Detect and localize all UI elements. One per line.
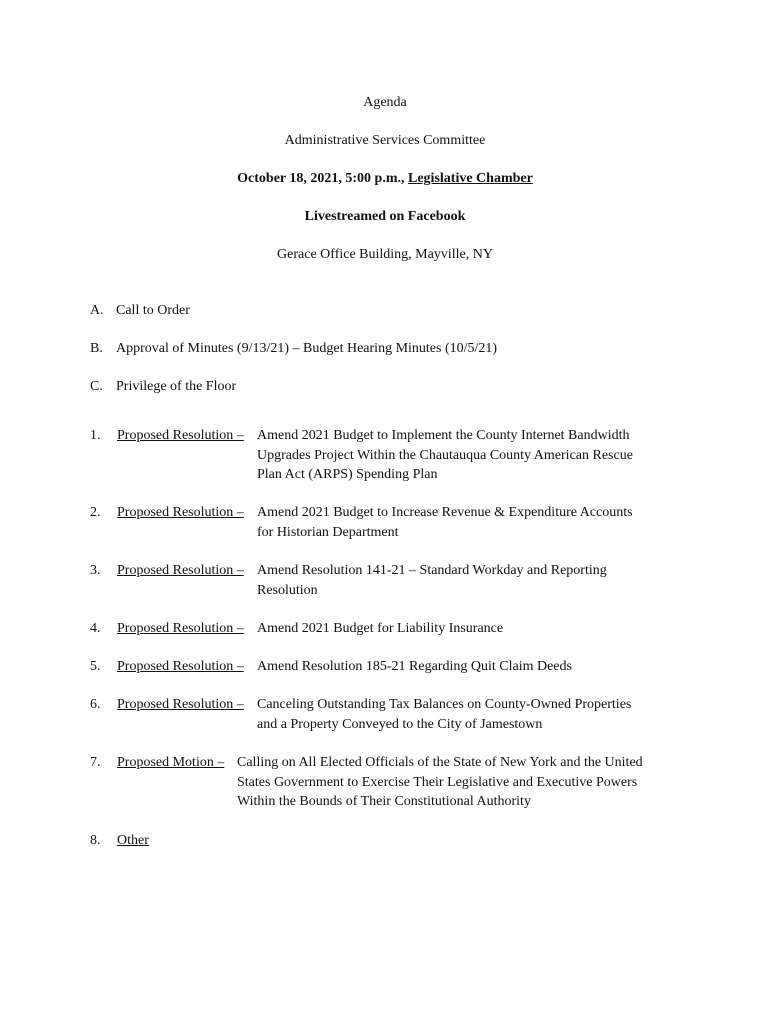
item-description: Amend 2021 Budget to Increase Revenue & Expenditure Accounts for Historian Department — [257, 505, 633, 540]
agenda-item-b — [90, 340, 497, 358]
item-marker: 2. — [90, 505, 101, 520]
item-marker: A. — [90, 303, 104, 318]
item-marker: 1. — [90, 428, 101, 443]
item-marker: 4. — [90, 621, 101, 636]
item-heading: Proposed Motion – — [117, 755, 225, 770]
item-marker: 3. — [90, 563, 101, 578]
meeting-address: Gerace Office Building, Mayville, NY — [277, 247, 493, 262]
meeting-datetime: October 18, 2021, 5:00 p.m., — [237, 171, 405, 186]
item-marker: B. — [90, 341, 103, 356]
item-text: Approval of Minutes (9/13/21) – Budget Hearing Minutes (10/5/21) — [116, 341, 498, 356]
item-description: Amend Resolution 141-21 – Standard Workday and Reporting Resolution — [257, 563, 607, 598]
item-description: Amend 2021 Budget to Implement the County Internet Bandwidth Upgrades Project Within the Chautauqua County American Rescue Plan Act (ARPS) Spending Plan — [257, 428, 633, 482]
item-heading: Proposed Resolution – — [117, 428, 244, 443]
agenda-item-c — [90, 378, 236, 396]
item-description: Calling on All Elected Officials of the State of New York and the United States Government to Exercise Their Legislative and Executive Powers Within the Bounds of Their Constitutional Authority — [237, 755, 643, 809]
item-heading: Proposed Resolution – — [117, 697, 244, 712]
item-heading: Proposed Resolution – — [117, 621, 244, 636]
livestream-note: Livestreamed on Facebook — [304, 209, 466, 224]
meeting-datetime-line — [0, 170, 770, 188]
item-text: Privilege of the Floor — [116, 379, 237, 394]
item-heading: Proposed Resolution – — [117, 505, 244, 520]
item-marker: C. — [90, 379, 103, 394]
item-heading: Other — [117, 833, 149, 848]
item-description: Canceling Outstanding Tax Balances on County-Owned Properties and a Property Conveyed to the City of Jamestown — [257, 697, 632, 732]
meeting-location: Legislative Chamber — [408, 171, 533, 186]
agenda-title: Agenda — [363, 95, 407, 110]
agenda-item-a — [90, 302, 190, 320]
item-heading: Proposed Resolution – — [117, 563, 244, 578]
item-description: Amend 2021 Budget for Liability Insurance — [257, 621, 504, 636]
item-heading: Proposed Resolution – — [117, 659, 244, 674]
item-marker: 6. — [90, 697, 101, 712]
item-marker: 8. — [90, 833, 101, 848]
item-marker: 7. — [90, 755, 101, 770]
committee-name: Administrative Services Committee — [284, 133, 486, 148]
item-description: Amend Resolution 185-21 Regarding Quit Claim Deeds — [257, 659, 572, 674]
item-marker: 5. — [90, 659, 101, 674]
item-text: Call to Order — [116, 303, 190, 318]
